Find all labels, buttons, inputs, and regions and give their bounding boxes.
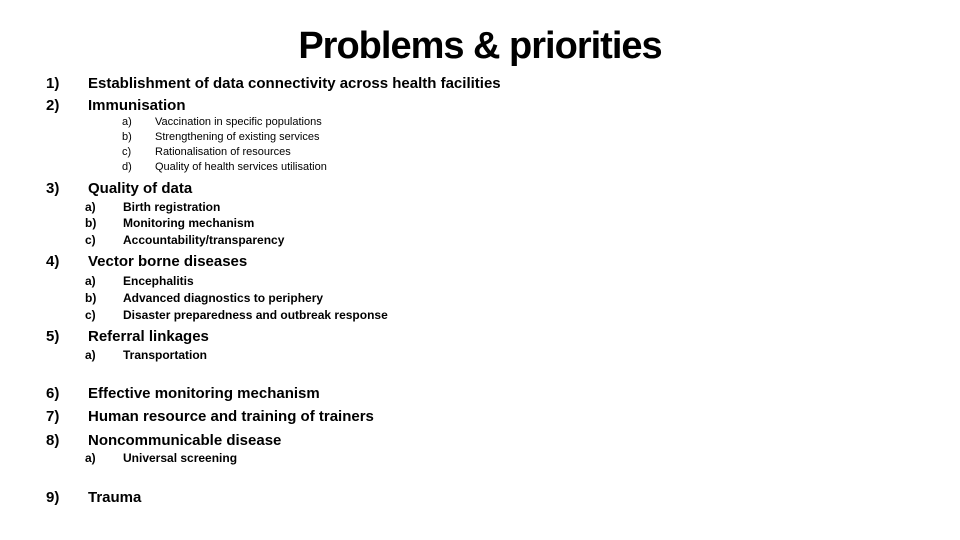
item-number: 9) <box>46 489 60 506</box>
list-item-1 <box>0 75 960 95</box>
list-item-7 <box>0 408 960 428</box>
sub-item-8a <box>0 451 960 471</box>
item-label: Establishment of data connectivity across health facilities <box>88 75 501 92</box>
item-label: Immunisation <box>88 97 186 114</box>
item-number: 4) <box>46 253 60 270</box>
list-item-9 <box>0 489 960 509</box>
slide-title: Problems & priorities <box>298 25 662 67</box>
sub-letter: a) <box>85 200 96 214</box>
item-number: 3) <box>46 180 60 197</box>
sub-label: Vaccination in specific populations <box>155 116 322 128</box>
list-item-5 <box>0 328 960 348</box>
sub-label: Disaster preparedness and outbreak response <box>123 308 388 322</box>
list-item-4 <box>0 253 960 273</box>
item-number: 5) <box>46 328 60 345</box>
sub-label: Accountability/transparency <box>123 233 285 247</box>
item-label: Noncommunicable disease <box>88 432 282 449</box>
item-label: Effective monitoring mechanism <box>88 385 320 402</box>
sub-label: Transportation <box>123 348 208 362</box>
sub-letter: b) <box>85 291 97 305</box>
item-label: Referral linkages <box>88 328 209 345</box>
list-item-3 <box>0 180 960 200</box>
list-item-6 <box>0 385 960 405</box>
sub-letter: b) <box>122 131 132 143</box>
sub-letter: a) <box>85 274 96 288</box>
sub-label: Monitoring mechanism <box>123 216 255 230</box>
sub-letter: a) <box>85 451 96 465</box>
sub-label: Encephalitis <box>123 274 194 288</box>
item-number: 8) <box>46 432 60 449</box>
list-item-8 <box>0 432 960 452</box>
sub-label: Advanced diagnostics to periphery <box>123 291 324 305</box>
sub-item-5a <box>0 348 960 368</box>
sub-label: Rationalisation of resources <box>155 146 291 158</box>
sub-letter: a) <box>122 116 132 128</box>
item-label: Human resource and training of trainers <box>88 408 374 425</box>
sub-label: Quality of health services utilisation <box>155 161 327 173</box>
item-label: Vector borne diseases <box>88 253 248 270</box>
item-number: 2) <box>46 97 60 114</box>
sub-label: Universal screening <box>123 451 238 465</box>
sub-letter: c) <box>85 308 96 322</box>
sub-letter: d) <box>122 161 132 173</box>
sub-item-3c <box>0 233 960 253</box>
item-label: Quality of data <box>88 180 193 197</box>
sub-letter: a) <box>85 348 96 362</box>
sub-item-2d <box>0 161 960 181</box>
item-number: 6) <box>46 385 60 402</box>
sub-item-4c <box>0 308 960 328</box>
list-item-2 <box>0 97 960 117</box>
sub-letter: c) <box>85 233 96 247</box>
sub-letter: c) <box>122 146 132 158</box>
sub-label: Birth registration <box>123 200 221 214</box>
item-number: 7) <box>46 408 60 425</box>
sub-letter: b) <box>85 216 97 230</box>
item-label: Trauma <box>88 489 142 506</box>
sub-label: Strengthening of existing services <box>155 131 320 143</box>
item-number: 1) <box>46 75 60 92</box>
